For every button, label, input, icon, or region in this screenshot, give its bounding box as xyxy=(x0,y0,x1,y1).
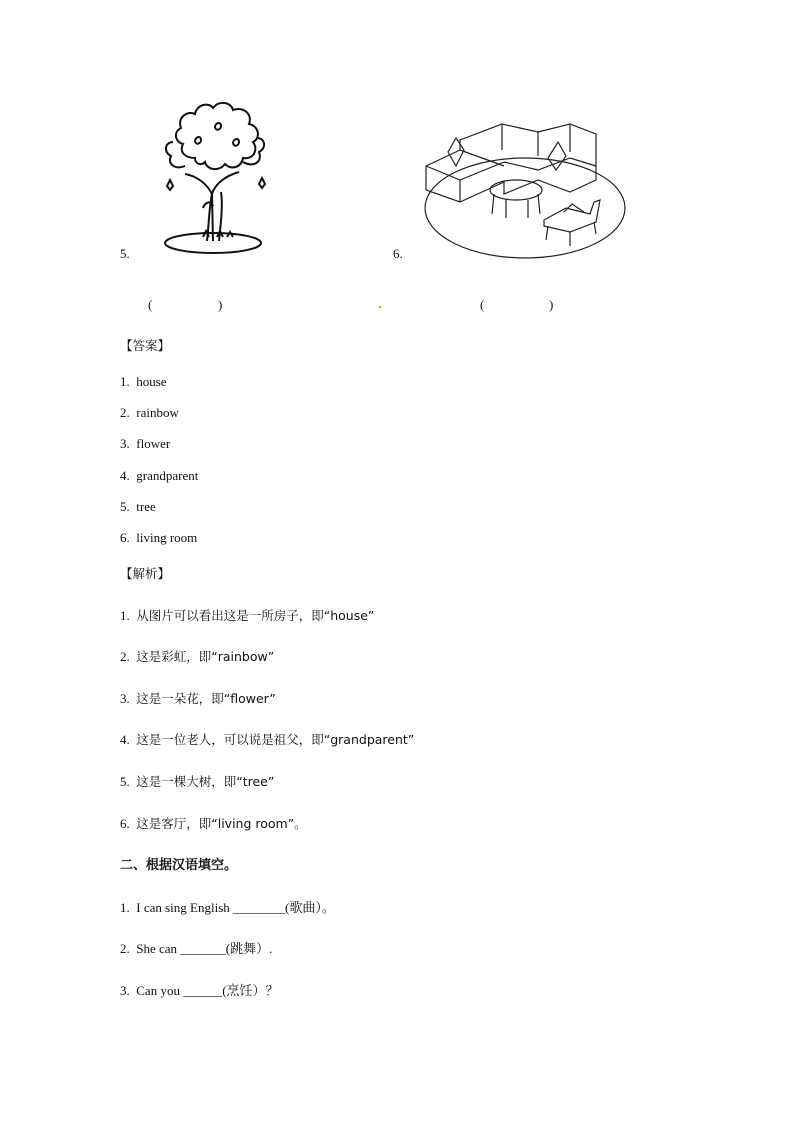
question-item xyxy=(120,941,272,957)
analysis-number: 4. xyxy=(120,732,130,747)
analysis-number: 6. xyxy=(120,816,130,831)
tree-illustration xyxy=(155,96,270,259)
question-text: I can sing English ________(歌曲）。 xyxy=(136,900,335,915)
analysis-number: 3. xyxy=(120,691,130,706)
answer-text: flower xyxy=(136,436,171,451)
question-item xyxy=(120,983,279,999)
answer-text: house xyxy=(136,374,167,389)
answer-item xyxy=(120,468,198,484)
blank-close-paren-5: ) xyxy=(218,297,223,312)
section-title: 二、根据汉语填空。 xyxy=(120,858,238,873)
analysis-item xyxy=(120,774,274,790)
question-number: 1. xyxy=(120,900,130,915)
answer-item xyxy=(120,530,197,546)
question-item xyxy=(120,900,335,916)
analysis-text: 这是一棵大树，即“tree” xyxy=(136,774,275,789)
analysis-item xyxy=(120,608,374,624)
answer-item xyxy=(120,374,167,390)
analysis-number: 1. xyxy=(120,608,130,623)
answer-item xyxy=(120,405,179,421)
answer-number: 1. xyxy=(120,374,130,389)
answer-number: 4. xyxy=(120,468,130,483)
answer-text: tree xyxy=(136,499,156,514)
picture-number-6: 6. xyxy=(393,246,403,261)
answer-heading: 【答案】 xyxy=(120,338,171,353)
answer-text: rainbow xyxy=(136,405,179,420)
picture-number-5: 5. xyxy=(120,246,130,261)
analysis-item xyxy=(120,732,414,748)
analysis-text: 这是一位老人，可以说是祖父，即“grandparent” xyxy=(136,732,415,747)
analysis-heading: 【解析】 xyxy=(120,566,171,581)
living-room-illustration xyxy=(420,110,630,262)
question-number: 2. xyxy=(120,941,130,956)
analysis-number: 2. xyxy=(120,649,130,664)
blank-open-paren-5: ( xyxy=(148,297,153,312)
analysis-text: 这是彩虹，即“rainbow” xyxy=(136,649,275,664)
stray-dot xyxy=(379,306,381,308)
answer-number: 6. xyxy=(120,530,130,545)
question-number: 3. xyxy=(120,983,130,998)
blank-close-paren-6: ) xyxy=(549,297,554,312)
answer-text: grandparent xyxy=(136,468,199,483)
analysis-item xyxy=(120,691,276,707)
answer-text: living room xyxy=(136,530,198,545)
analysis-text: 这是一朵花，即“flower” xyxy=(136,691,276,706)
analysis-number: 5. xyxy=(120,774,130,789)
answer-item xyxy=(120,436,170,452)
analysis-item xyxy=(120,816,307,832)
analysis-text: 这是客厅，即“living room”。 xyxy=(136,816,307,831)
answer-number: 3. xyxy=(120,436,130,451)
question-text: She can _______(跳舞）. xyxy=(136,941,273,956)
answer-item xyxy=(120,499,156,515)
analysis-item xyxy=(120,649,274,665)
blank-open-paren-6: ( xyxy=(480,297,485,312)
answer-number: 5. xyxy=(120,499,130,514)
question-text: Can you ______(烹饪）？ xyxy=(136,983,279,998)
analysis-text: 从图片可以看出这是一所房子，即“house” xyxy=(136,608,375,623)
answer-number: 2. xyxy=(120,405,130,420)
